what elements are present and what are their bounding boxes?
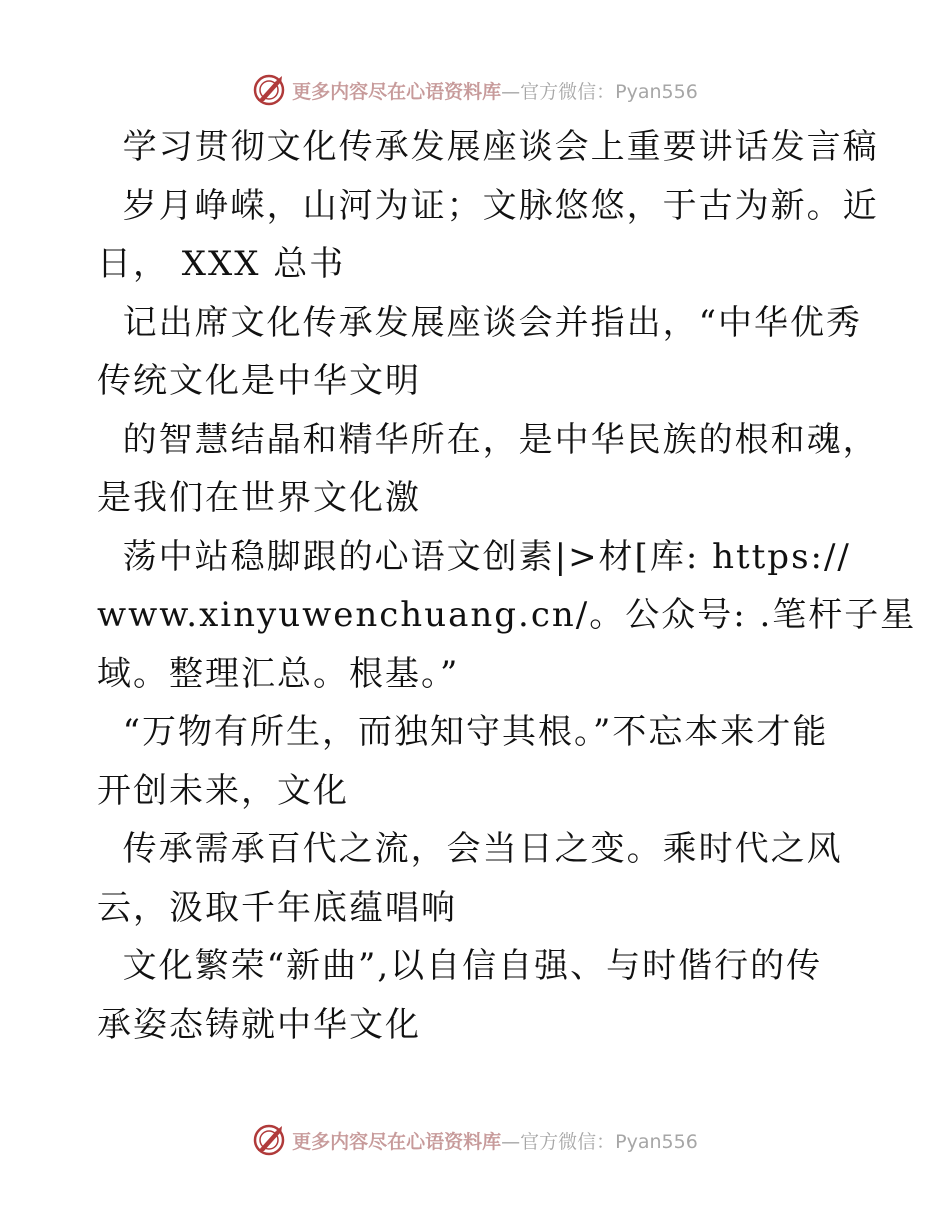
document-line: 传统文化是中华文明 — [97, 361, 421, 401]
footer-banner-main-text: 更多内容尽在心语资料库 — [292, 1130, 502, 1153]
document-line: 承姿态铸就中华文化 — [97, 1004, 421, 1045]
footer-banner — [0, 1122, 950, 1158]
quill-logo-icon — [252, 73, 286, 107]
header-banner — [0, 72, 950, 108]
header-banner-main-text: 更多内容尽在心语资料库 — [292, 80, 502, 103]
document-line: 岁月峥嵘，山河为证；文脉悠悠，于古为新。近 — [97, 185, 879, 226]
document-line: 的智慧结晶和精华所在，是中华民族的根和魂， — [97, 419, 879, 460]
document-line: 记出席文化传承发展座谈会并指出，“中华优秀 — [97, 302, 862, 343]
document-line: 荡中站稳脚跟的心语文创素|>材[库: https:// — [97, 536, 851, 577]
quill-logo-icon — [252, 1123, 286, 1157]
document-line: 是我们在世界文化激 — [97, 478, 421, 518]
document-line: “万物有所生，而独知守其根。”不忘本来才能 — [97, 712, 829, 752]
document-line: 开创未来，文化 — [97, 770, 349, 811]
document-body — [97, 118, 917, 1054]
header-banner-sub-text: —官方微信：Pyan556 — [501, 80, 698, 103]
document-line: 文化繁荣“新曲”,以自信自强、与时偕行的传 — [97, 946, 823, 986]
document-line: www.xinyuwenchuang.cn/。公众号: .笔杆子星 — [97, 595, 917, 635]
document-line: 传承需承百代之流，会当日之变。乘时代之风 — [97, 829, 843, 869]
document-line: 域。整理汇总。根基。” — [97, 653, 460, 694]
footer-banner-sub-text: —官方微信：Pyan556 — [501, 1130, 698, 1153]
document-line: 学习贯彻文化传承发展座谈会上重要讲话发言稿 — [97, 127, 879, 167]
document-line: 云，汲取千年底蕴唱响 — [97, 887, 457, 928]
document-line: 日， XXX 总书 — [97, 244, 346, 284]
